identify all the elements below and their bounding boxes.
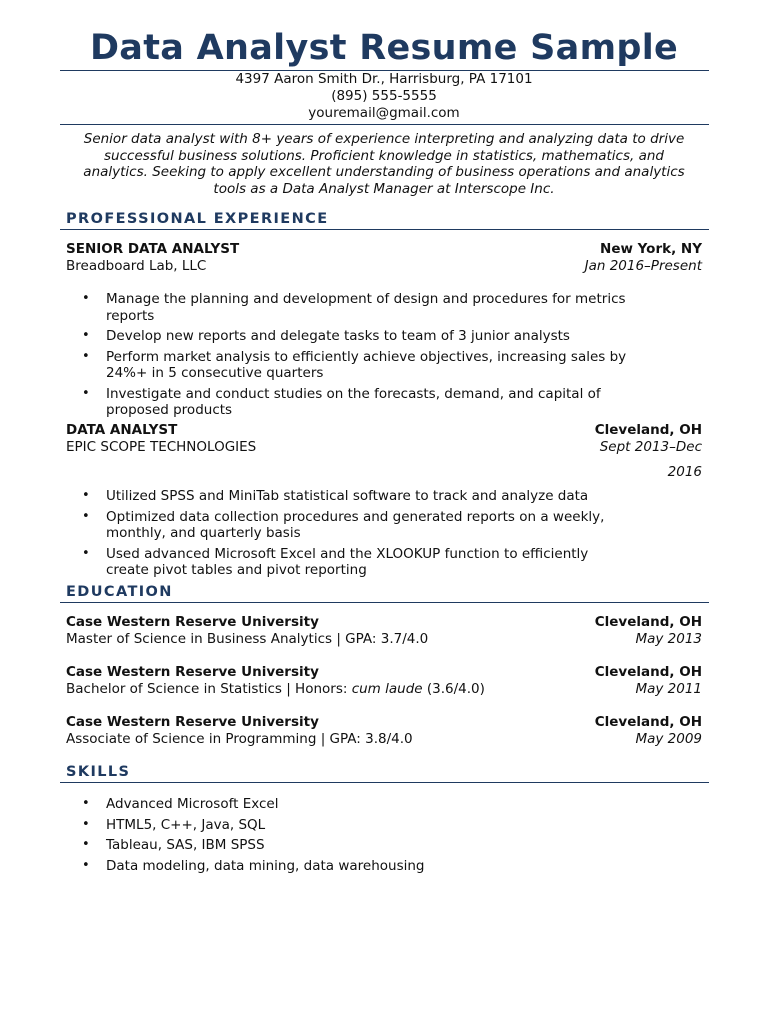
graduation-date: May 2013: [635, 631, 702, 647]
job-location: New York, NY: [600, 241, 702, 257]
school-location: Cleveland, OH: [594, 664, 702, 680]
header-bottom-divider: [60, 124, 709, 125]
summary-line: successful business solutions. Proficient knowledge in statistics, mathematics, and: [104, 147, 664, 164]
summary-line: analytics. Seeking to apply excellent understanding of business operations and analytics: [83, 164, 685, 180]
skill-item: • Tableau, SAS, IBM SPSS: [106, 835, 666, 856]
job-company: EPIC SCOPE TECHNOLOGIES: [66, 439, 257, 455]
graduation-date: May 2011: [635, 681, 702, 697]
graduation-date: May 2009: [635, 731, 702, 747]
experience-divider: [60, 229, 709, 230]
bullet-item: • Utilized SPSS and MiniTab statistical software to track and analyze data: [106, 488, 666, 505]
bullet-item: • Used advanced Microsoft Excel and the XLOOKUP function to efficiently create pivot tables and pivot reporting: [106, 546, 666, 579]
degree: Associate of Science in Programming | GPA: 3.8/4.0: [66, 731, 413, 747]
page-title: Data Analyst Resume Sample: [89, 28, 679, 68]
experience-heading: PROFESSIONAL EXPERIENCE: [66, 211, 329, 227]
bullet-item: • Manage the planning and development of design and procedures for metrics reports: [106, 291, 666, 324]
bullet-item: • Perform market analysis to efficiently achieve objectives, increasing sales by 24%+ in 5 consecutive quarters: [106, 349, 666, 382]
job-title: SENIOR DATA ANALYST: [66, 241, 240, 257]
contact-address: 4397 Aaron Smith Dr., Harrisburg, PA 17101: [235, 71, 533, 87]
school-location: Cleveland, OH: [594, 614, 702, 630]
job-bullets: [106, 488, 666, 579]
job-dates-line2: 2016: [667, 464, 702, 480]
degree: Bachelor of Science in Statistics | Honors: cum laude (3.6/4.0): [66, 681, 485, 697]
contact-email: youremail@gmail.com: [308, 105, 460, 121]
professional-summary: [66, 131, 702, 197]
skill-item: • Data modeling, data mining, data warehousing: [106, 856, 666, 877]
summary-line: Senior data analyst with 8+ years of experience interpreting and analyzing data to drive: [83, 131, 685, 147]
job-company: Breadboard Lab, LLC: [66, 258, 207, 274]
job-dates: Jan 2016–Present: [584, 258, 702, 274]
school-name: Case Western Reserve University: [66, 664, 319, 680]
education-divider: [60, 602, 709, 603]
bullet-item: • Develop new reports and delegate tasks to team of 3 junior analysts: [106, 328, 666, 345]
school-location: Cleveland, OH: [594, 714, 702, 730]
bullet-item: • Optimized data collection procedures and generated reports on a weekly, monthly, and quarterly basis: [106, 509, 666, 542]
job-location: Cleveland, OH: [594, 422, 702, 438]
skills-divider: [60, 782, 709, 783]
school-name: Case Western Reserve University: [66, 714, 319, 730]
skills-heading: SKILLS: [66, 764, 131, 780]
honors: cum laude: [351, 681, 423, 697]
job-bullets: [106, 291, 666, 419]
job-dates: Sept 2013–Dec: [599, 439, 702, 455]
skill-item: • HTML5, C++, Java, SQL: [106, 815, 666, 836]
skills-list: [106, 794, 666, 876]
degree: Master of Science in Business Analytics | GPA: 3.7/4.0: [66, 631, 429, 647]
job-title: DATA ANALYST: [66, 422, 178, 438]
school-name: Case Western Reserve University: [66, 614, 319, 630]
skill-item: • Advanced Microsoft Excel: [106, 794, 666, 815]
contact-phone: (895) 555-5555: [331, 88, 437, 104]
summary-line: tools as a Data Analyst Manager at Interscope Inc.: [213, 180, 555, 197]
bullet-item: • Investigate and conduct studies on the forecasts, demand, and capital of proposed products: [106, 386, 666, 419]
education-heading: EDUCATION: [66, 584, 173, 600]
